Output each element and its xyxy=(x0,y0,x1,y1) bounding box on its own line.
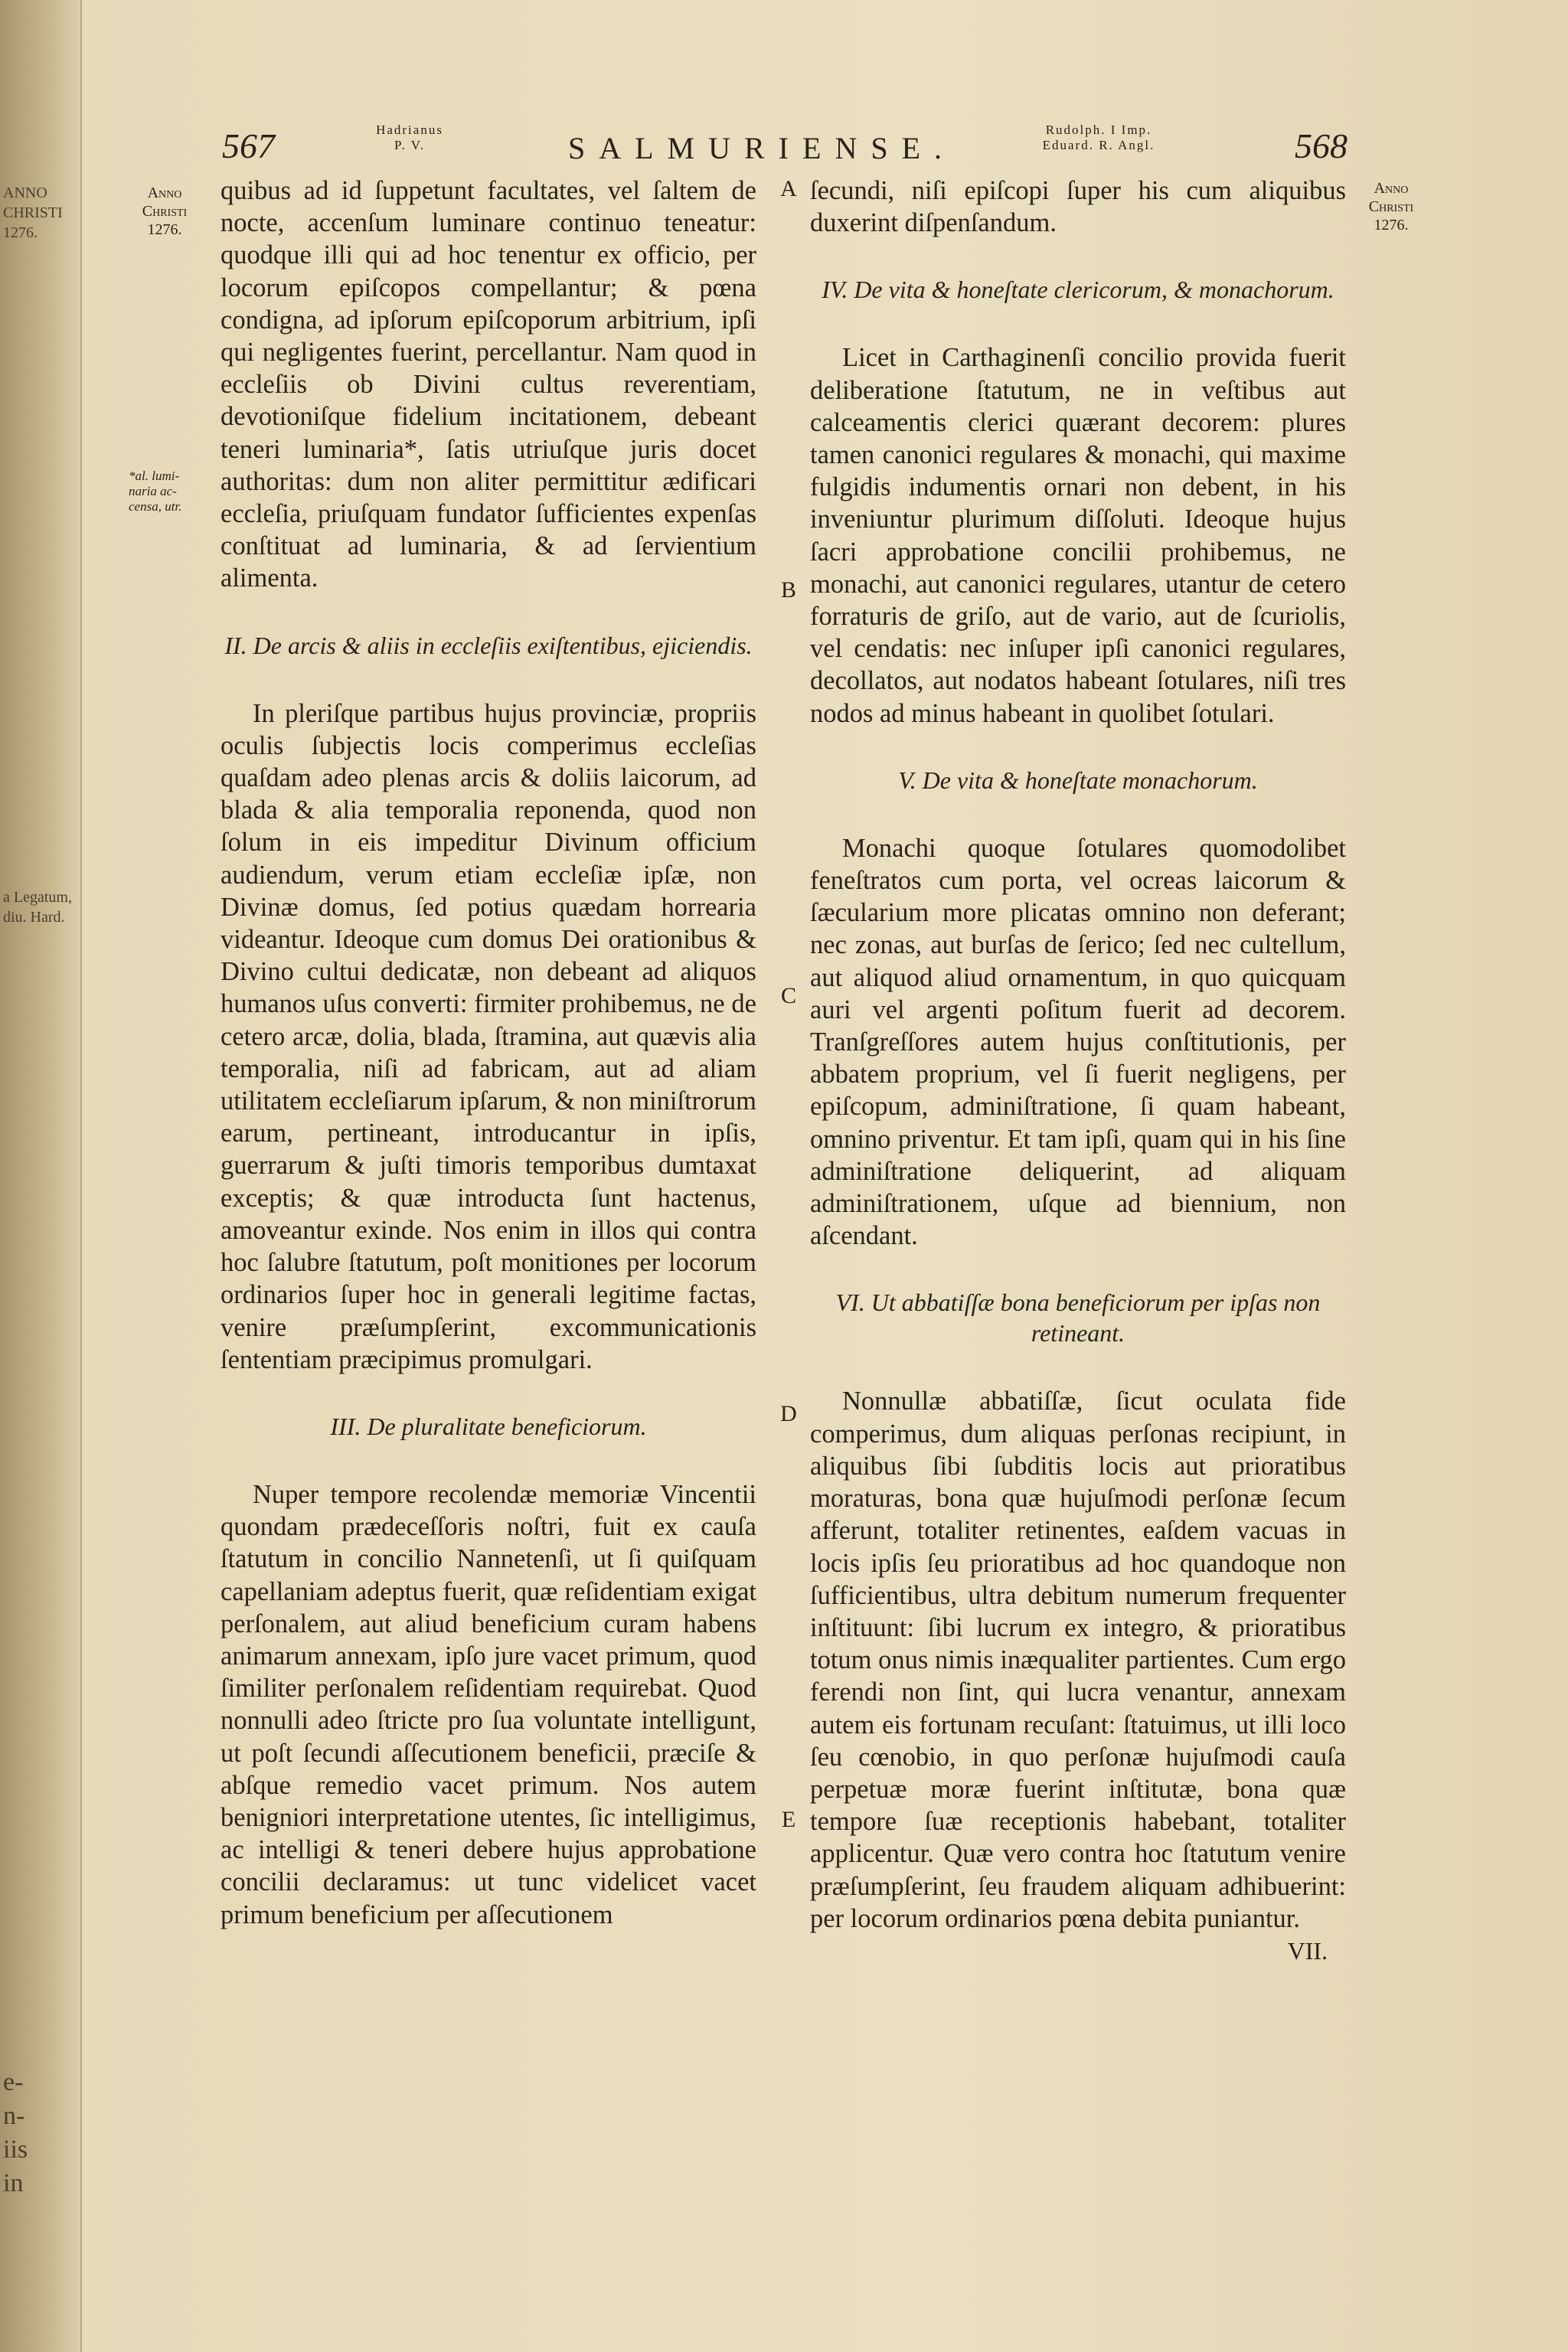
paragraph: In pleriſque partibus hujus provinciæ, propriis oculis ſubjectis locis comperimus eccleſias quaſdam adeo plenas arcis & doliis laicorum, ad blada & alia temporalia reponenda, quod non ſolum in eis impeditur Divinum officium audiendum, verum etiam eccleſiæ ipſæ, non Divinæ domus, ſed potius quædam horrearia videantur. Ideoque cum domus Dei orationibus & Divino cultui dedicatæ, non debeant ad aliquos humanos uſus converti: firmiter prohibemus, ne de cetero arcæ, dolia, blada, ſtramina, aut quævis alia temporalia, niſi ad fabricam, aut ad aliam utilitatem eccleſiarum ipſarum, & non miniſtrorum earum, pertineant, introducantur in ipſis, guerrarum & juſti timoris temporibus dumtaxat exceptis; & quæ introducta ſunt hactenus, amoveantur exinde. Nos enim in illos qui contra hoc ſalubre ſtatutum, poſt monitiones per locorum ordinarios ſuper hoc in generali legitime factas, venire præſumpſerint, excommunicationis ſententiam præcipimus promulgari. xyxy=(220,698,756,1374)
prev-page-fragment: 1276. xyxy=(3,224,38,241)
prev-page-fragment: in xyxy=(3,2169,24,2197)
section-heading: V. De vita & honeſtate monachorum. xyxy=(898,766,1258,794)
prev-page-fragment: ANNO xyxy=(3,185,47,201)
section-letter-a: A xyxy=(780,176,797,201)
section-letter-d: D xyxy=(780,1401,797,1426)
section-letter-b: B xyxy=(780,577,796,603)
right-running-head: Rudolph. I Imp. Eduard. R. Angl. xyxy=(1042,122,1155,152)
left-running-head: Hadrianus P. V. xyxy=(376,122,443,152)
anno-christi-right: Anno Christi 1276. xyxy=(1368,180,1414,234)
section-heading: III. De pluralitate beneficiorum. xyxy=(330,1412,647,1440)
paragraph: Licet in Carthaginenſi concilio provida fuerit deliberatione ſtatutum, ne in veſtibus aut calceamentis clerici quærant decorem: plures tamen canonici regulares & monachi, qui maxime fulgidis indumentis ornari non debent, in his inveniuntur plurimum diſſoluti. Ideoque hujus ſacri approbatione concilii prohibemus, ne monachi, aut canonici regulares, utantur de cetero forraturis de griſo, aut de vario, aut de ſcuriolis, vel cendatis: nec inſuper ipſi canonici regulares, decollatos, aut nodatos habeant ſotulares, niſi tres nodos ad minus habeant in quolibet ſotulari. xyxy=(810,343,1346,728)
page-title: SALMURIENSE. xyxy=(567,131,956,165)
right-page-number: 568 xyxy=(1295,126,1348,165)
anno-christi-left: Anno Christi 1276. xyxy=(142,185,188,238)
prev-page-fragment: e- xyxy=(3,2068,24,2096)
left-text-column xyxy=(220,175,756,1931)
paragraph: quibus ad id ſuppetunt facultates, vel ſaltem de nocte, accenſum luminare continuo teneatur: quodque illi qui ad hoc tenentur ex officio, per locorum epiſcopos compellantur; & pœna condigna, ad ipſorum epiſcoporum arbitrium, ipſi qui negligentes fuerint, percellantur. Nam quod in eccleſiis ob Divini cultus reverentiam, devotioniſque fidelium incitationem, debeant teneri luminaria*, ſatis utriuſque juris docet authoritas: dum non aliter permittitur ædificari eccleſia, priuſquam fundator ſufficientes expenſas conſtituat ad luminaria, & ad ſervientium alimenta. xyxy=(220,176,756,593)
section-letter-c: C xyxy=(780,983,796,1008)
page-header xyxy=(222,115,1348,168)
prev-page-fragment: iis xyxy=(3,2135,28,2164)
section-letter-e: E xyxy=(781,1807,796,1832)
prev-page-fragment: diu. Hard. xyxy=(3,909,65,926)
paragraph: Nonnullæ abbatiſſæ, ſicut oculata fide comperimus, dum aliquas perſonas recipiunt, in aliquibus ſibi ſubditis locis aut prioratibus moraturas, bona quæ hujuſmodi perſonæ ſecum afferunt, totaliter retinentes, eaſdem vacuas in locis ipſis ſeu prioratibus ad hoc quandoque non ſufficientibus, ultra debitum numerum frequenter inſtituunt: ſibi lucrum ex integro, & prioratibus totum onus nimis inæqualiter partientes. Cum ergo ferendi non ſint, qui lucra venantur, annexam autem eis fortunam recuſant: ſtatuimus, ut illi loco ſeu cœnobio, in quo perſonæ hujuſmodi cauſa perpetuæ moræ fuerint inſtitutæ, bona quæ tempore ſuæ receptionis habebant, totaliter applicentur. Quæ vero contra hoc ſtatutum venire præſumpſerint, ſeu fraudem aliquam adhibuerint: per locorum ordinarios pœna debita puniantur. xyxy=(810,1387,1346,1933)
section-heading: IV. De vita & honeſtate clericorum, & monachorum. xyxy=(822,276,1334,304)
right-text-column xyxy=(810,175,1346,1967)
prev-page-fragment: CHRISTI xyxy=(3,204,63,221)
left-page-number: 567 xyxy=(222,126,275,165)
section-heading: VI. Ut abbatiſſæ bona beneficiorum per ipſas non retineant. xyxy=(835,1289,1321,1348)
paragraph: Nuper tempore recolendæ memoriæ Vincentii quondam prædeceſſoris noſtri, fuit ex cauſa ſtatutum in concilio Nannetenſi, ut ſi quiſquam capellaniam adeptus fuerit, quæ reſidentiam exigat perſonalem, aut aliud beneficium curam habens animarum annexam, ipſo jure vacet primum, quod ſimiliter perſonalem reſidentiam requirebat. Quod nonnulli adeo ſtricte pro ſua voluntate intelligunt, ut poſt ſecundi aſſecutionem beneficii, præciſe & abſque remedio vacet primum. Nos autem benigniori interpretatione utentes, ſic intelligimus, ac intelligi & teneri debere hujus approbatione concilii declaramus: ut tunc videlicet vacet primum beneficium per aſſecutionem xyxy=(220,1479,756,1929)
previous-page-edge xyxy=(0,0,82,2352)
paragraph: ſecundi, niſi epiſcopi ſuper his cum aliquibus duxerint diſpenſandum. xyxy=(810,176,1346,238)
prev-page-fragment: a Legatum, xyxy=(3,889,72,906)
catchword: VII. xyxy=(1287,1936,1328,1965)
side-note-variant-reading: *al. lumi- naria ac- censa, utr. xyxy=(129,469,182,514)
paragraph: Monachi quoque ſotulares quomodolibet feneſtratos cum porta, vel ocreas laicorum & ſæcularium more plicatas omnino non deferant; nec zonas, aut burſas de ſerico; ſed nec cultellum, aut aliquod aliud ornamentum, in quo quicquam auri vel argenti poſitum fuerit ad decorem. Tranſgreſſores autem hujus conſtitutionis, per abbatem proprium, vel ſi fuerit negligens, per epiſcopum, adminiſtratione, ſi quam habeant, omnino priventur. Et tam ipſi, quam qui in his ſine adminiſtratione deliquerint, ad aliquam adminiſtrationem, uſque ad biennium, non aſcendant. xyxy=(810,833,1346,1251)
section-heading: II. De arcis & aliis in eccleſiis exiſtentibus, ejiciendis. xyxy=(224,631,753,659)
prev-page-fragment: n- xyxy=(3,2102,25,2130)
